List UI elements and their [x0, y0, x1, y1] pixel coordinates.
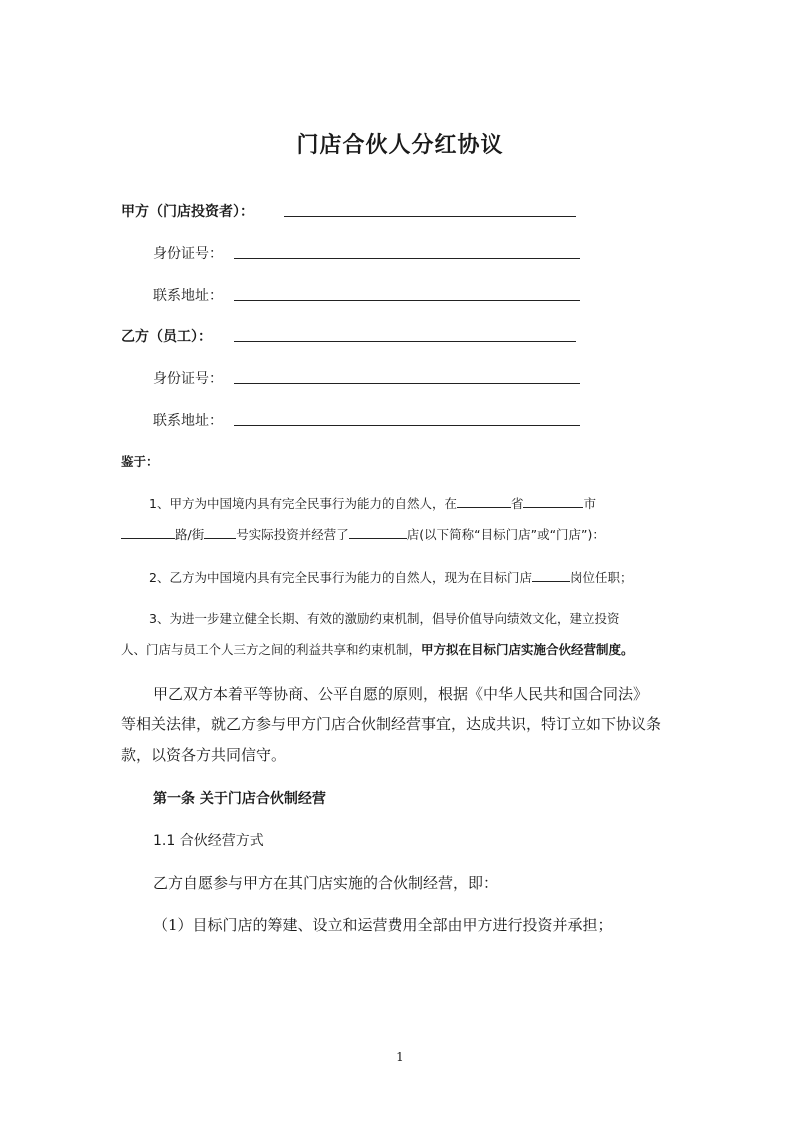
whereas-item-3-line-1: 3、为进一步建立健全长期、有效的激励约束机制，倡导价值导向绩效文化，建立投资	[149, 611, 620, 626]
number-blank	[204, 526, 236, 539]
article-1-heading: 第一条 关于门店合伙制经营	[153, 791, 326, 807]
position-blank	[532, 569, 570, 582]
road-blank	[121, 526, 175, 539]
whereas-item-1-text-c: 市	[583, 496, 596, 511]
article-1-subheading: 1.1 合伙经营方式	[153, 833, 264, 849]
preamble-line-2: 等相关法律，就乙方参与甲方门店合伙制经营事宜，达成共识，特订立如下协议条	[121, 715, 662, 733]
whereas-item-1-text-b: 省	[510, 496, 524, 511]
whereas-heading: 鉴于：	[121, 454, 159, 469]
party-a-label: 甲方（门店投资者）：	[121, 204, 254, 220]
party-b-id-label: 身份证号：	[153, 371, 223, 387]
whereas-item-1-text-a: 1、甲方为中国境内具有完全民事行为能力的自然人，在	[149, 496, 457, 511]
store-name-blank	[349, 526, 407, 539]
whereas-item-2	[149, 568, 632, 586]
article-1-clause-1: （1）目标门店的筹建、设立和运营费用全部由甲方进行投资并承担；	[153, 916, 613, 934]
page-number: 1	[396, 1050, 404, 1064]
whereas-item-3-text-plain: 人、门店与员工个人三方之间的利益共享和约束机制，	[121, 642, 422, 657]
whereas-item-1-text-d: 路/街	[175, 527, 205, 542]
party-b-address-label: 联系地址：	[153, 413, 223, 429]
whereas-item-1-line-2	[121, 525, 605, 543]
preamble-line-3: 款，以资各方共同信守。	[121, 746, 287, 764]
whereas-item-1-text-e: 号实际投资并经营了	[236, 527, 349, 542]
preamble-line-1: 甲乙双方本着平等协商、公平自愿的原则，根据《中华人民共和国合同法》	[153, 685, 649, 703]
city-blank	[523, 495, 583, 508]
party-a-id-label: 身份证号：	[153, 246, 223, 262]
party-b-address-line	[234, 425, 580, 426]
party-a-address-line	[234, 300, 580, 301]
document-title: 门店合伙人分红协议	[296, 133, 504, 158]
whereas-item-3-text-bold: 甲方拟在目标门店实施合伙经营制度。	[421, 642, 634, 657]
party-a-address-label: 联系地址：	[153, 288, 223, 304]
province-blank	[457, 495, 511, 508]
whereas-item-3-line-2	[121, 640, 634, 658]
party-b-id-line	[234, 383, 580, 384]
party-b-label: 乙方（员工）：	[121, 329, 212, 345]
party-b-name-line	[234, 341, 576, 342]
whereas-item-2-text-a: 2、乙方为中国境内具有完全民事行为能力的自然人，现为在目标门店	[149, 570, 532, 585]
whereas-item-1-text-f: 店(以下简称“目标门店”或“门店”)：	[406, 527, 605, 542]
article-1-intro: 乙方自愿参与甲方在其门店实施的合伙制经营，即：	[153, 874, 499, 892]
whereas-item-1-line-1	[149, 494, 596, 512]
whereas-item-2-text-b: 岗位任职；	[569, 570, 633, 585]
party-a-id-line	[234, 258, 580, 259]
party-a-name-line	[284, 216, 576, 217]
